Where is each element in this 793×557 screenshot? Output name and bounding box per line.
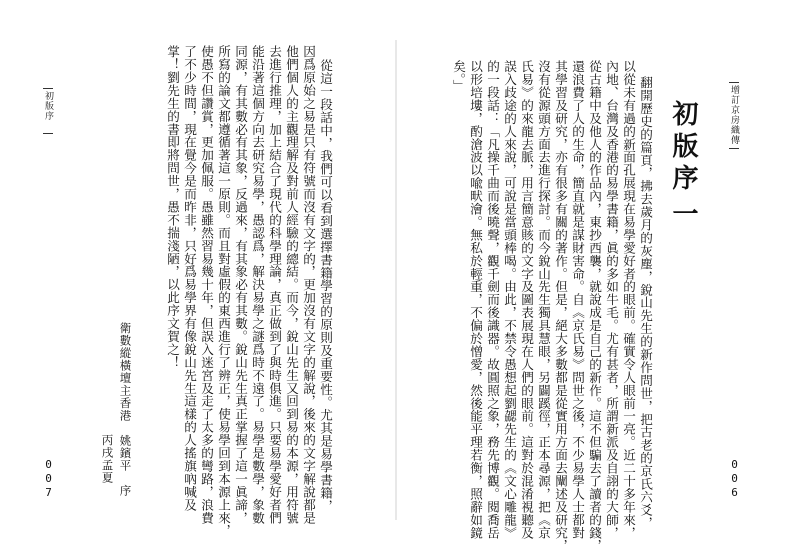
body-column: 還浪費了人的生命，簡直就是謀財害命。自《京氏易》問世之後，不少易學人士都對	[570, 60, 585, 540]
body-column: 內地、台灣及香港的易學書籍，眞的多如牛毛。尤有甚者，所謂新派及自詡的大師，	[604, 60, 619, 540]
signature-line-1: 衛數縱橫壇主香港 姚鑌平 序	[118, 322, 133, 497]
title-number: 一	[668, 200, 698, 226]
page-number: 007	[42, 458, 55, 500]
body-column: 從古籍中及他人的作品內，東抄西襲，就說成是自己的新作。這不但騙去了讀者的錢，	[587, 60, 602, 553]
body-column: 的一段話：「凡操千曲而後曉聲，觀千劍而後識器。故圓照之象，務先博觀。閱喬岳	[485, 60, 500, 540]
body-column: 以形培塿，酌滄波以喩畎澮。無私於輕重，不偏於憎愛，然後能平理若衡，照辭如鏡	[468, 60, 483, 540]
body-column: 矣。」	[451, 60, 466, 93]
body-column: 去進行推理，加上結合了現代的科學理論，真正做到了與時俱進。只要易學愛好者們	[267, 45, 282, 525]
running-head: 增訂京房織傳	[729, 85, 739, 145]
running-head-rule-bottom	[43, 133, 53, 134]
body-column: 從這一段話中，我們可以看到選擇書籍學習的原則及重要性。尤其是易學書籍，	[318, 59, 333, 513]
body-column: 以從未有過的新面孔展現在易學愛好者的眼前。確實令人眼前一亮。近二十多年來，	[621, 60, 636, 540]
body-column: 誤入歧途的人來說，可說是當頭棒喝。由此，不禁令愚想起劉勰先生的《文心雕龍》	[502, 60, 517, 540]
body-column: 同源，有其數必有其象，反過來，有其象必有其數。銳山先生真正掌握了這一眞諦，	[233, 45, 248, 525]
running-head: 初版序	[43, 91, 53, 121]
page-title: 初版序	[668, 100, 698, 196]
running-head-rule-bottom	[729, 148, 739, 149]
body-column: 所寫的論文都遵循著這一原則。而且對虛假的東西進行了辨正，使易學回到本源上來，	[216, 45, 231, 538]
body-column: 翻開歷史的篇頁，拂去歲月的灰塵，銳山先生的新作問世，把古老的京氏六爻，	[638, 76, 653, 530]
body-column: 掌！劉先生的書即將問世，愚不揣淺陋，以此序文賀之！	[165, 45, 180, 369]
body-column: 因爲原始之易是只有符號而沒有文字的，更加沒有文字的解說，後來的文字解說都是	[301, 45, 316, 525]
signature-line-2: 丙戌孟夏	[100, 434, 115, 484]
left-page	[0, 0, 396, 557]
body-column: 氏易》的來龍去脈，用言簡意賅的文字及圖表展現在人們的眼前。這對於混淆視聽及	[519, 60, 534, 540]
body-column: 其學習及研究，亦有很多有關的著作。但是，絕大多數都是從實用方面去闡述及研究，	[553, 60, 568, 553]
running-head-rule-top	[729, 82, 739, 83]
body-column: 使愚不但讚賞，更加佩服。愚雖然習易幾十年，但誤入迷宮及走了太多的彎路，浪費	[199, 45, 214, 525]
right-page	[397, 0, 793, 557]
body-column: 他們個人的主觀理解及對前人經驗的總結。而今，銳山先生又回到易的本源，用符號	[284, 45, 299, 525]
page-number: 006	[728, 458, 741, 500]
running-head-rule-top	[43, 88, 53, 89]
body-column: 能沿著這個方向去研究易學，愚認爲，解決易學之謎爲時不遠了。易學是數學，象數	[250, 45, 265, 525]
body-column: 了不少時間，現在覺今是而昨非，只好爲易學界有像銳山先生這樣的人搖旗吶喊及	[182, 45, 197, 512]
body-column: 沒有從源頭方面去進行探討。而今銳山先生獨具慧眼，另闢蹊徑，正本尋源，把《京	[536, 60, 551, 540]
